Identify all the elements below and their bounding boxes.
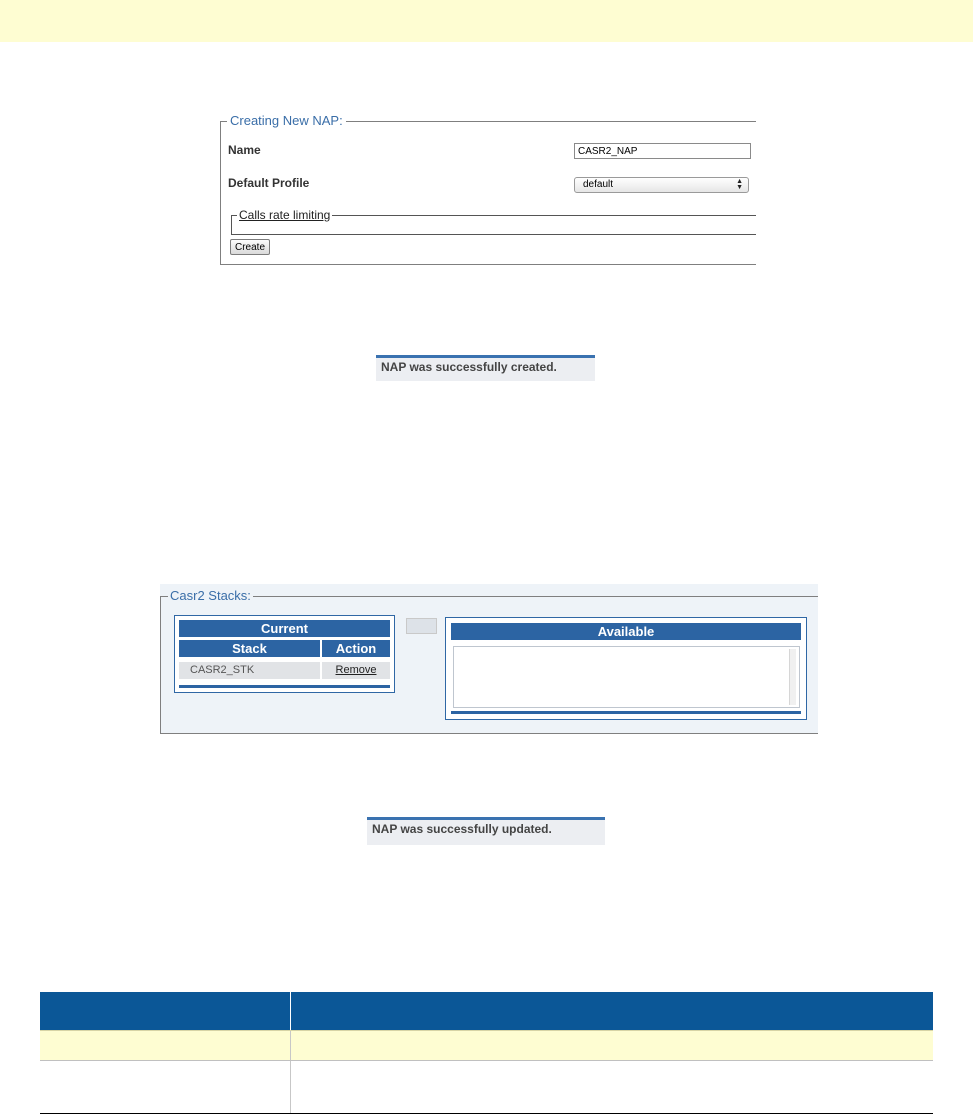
created-success-message: NAP was successfully created. [376, 355, 595, 381]
table-column-divider [290, 1031, 291, 1060]
available-footer-bar [451, 711, 801, 714]
remove-link[interactable]: Remove [335, 664, 377, 676]
available-stacks-listbox[interactable] [453, 646, 800, 708]
table-row [40, 1030, 933, 1060]
current-header: Current [179, 620, 390, 637]
table-row [40, 1060, 933, 1114]
default-profile-label: Default Profile [228, 176, 310, 190]
page-header-band [0, 0, 973, 42]
listbox-scrollbar[interactable] [789, 649, 796, 705]
name-label: Name [228, 143, 261, 157]
stacks-border-left [160, 596, 161, 734]
create-nap-legend: Creating New NAP: [227, 113, 346, 129]
available-stacks-box [445, 617, 807, 720]
move-stack-button[interactable] [406, 618, 437, 634]
rate-fieldset-border-left [231, 215, 232, 235]
default-profile-select[interactable] [574, 177, 749, 193]
casr2-stacks-fieldset [160, 584, 818, 734]
stack-column-header: Stack [179, 640, 320, 657]
name-input[interactable] [574, 143, 751, 159]
calls-rate-limiting-legend[interactable]: Calls rate limiting [239, 208, 331, 222]
updated-success-message: NAP was successfully updated. [367, 817, 605, 845]
default-profile-value: default [583, 179, 614, 190]
action-column-header: Action [322, 640, 390, 657]
table-row-action-cell [322, 662, 390, 679]
table-column-divider [290, 1061, 291, 1113]
create-nap-fieldset [220, 113, 756, 265]
table-row-stack-cell: CASR2_STK [179, 662, 320, 679]
table-header [40, 992, 933, 1030]
current-stacks-box [174, 615, 395, 693]
stacks-border-top [160, 596, 818, 597]
rate-fieldset-border-bottom [231, 234, 756, 235]
table-header-divider [290, 992, 291, 1030]
fieldset-border-bottom [220, 264, 756, 265]
stacks-border-bottom [160, 733, 818, 734]
fieldset-border-left [220, 121, 221, 265]
available-header: Available [451, 623, 801, 640]
select-arrows-icon: ▲ ▼ [736, 178, 743, 191]
current-footer-bar [179, 685, 390, 688]
create-button[interactable]: Create [230, 239, 270, 255]
casr2-stacks-legend: Casr2 Stacks: [170, 588, 251, 603]
